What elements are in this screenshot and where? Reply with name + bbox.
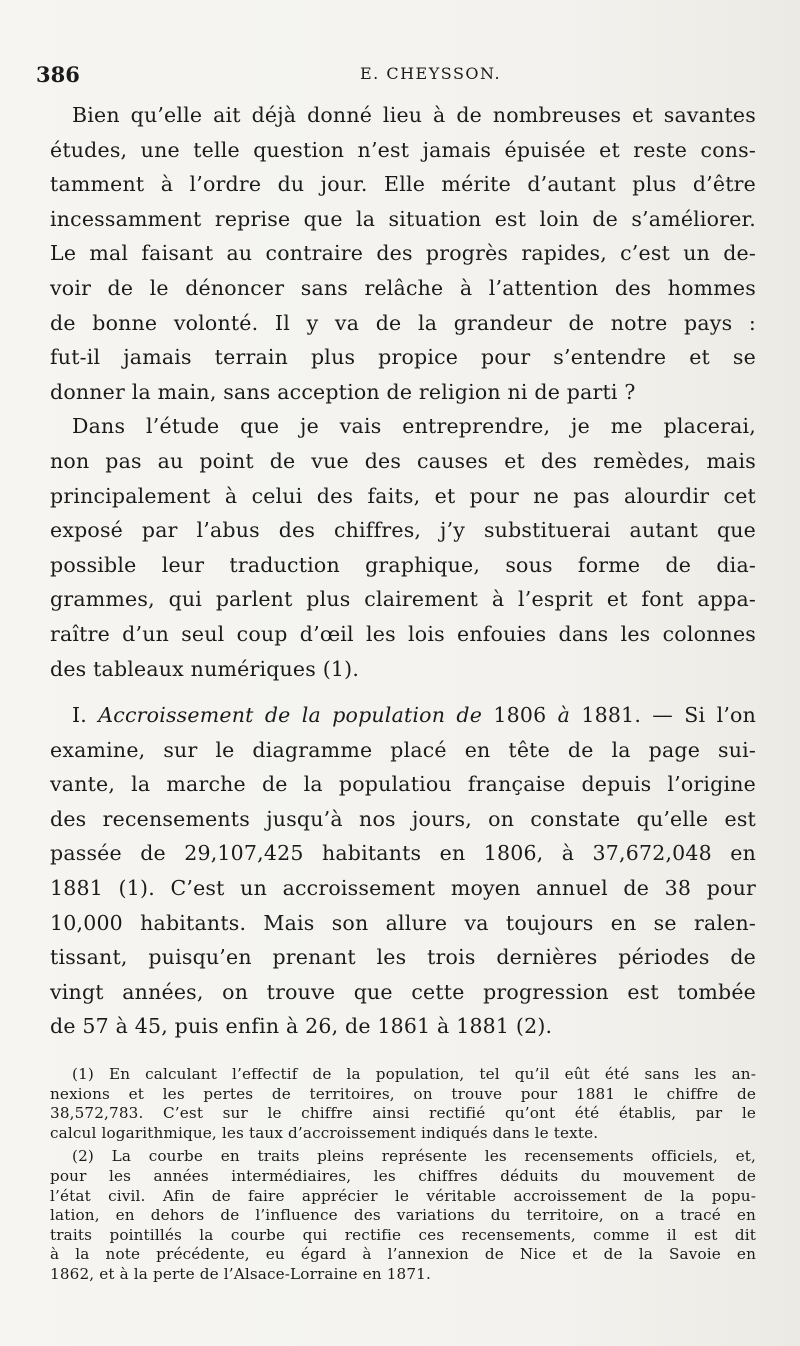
text-line: Dans l’étude que je vais entreprendre, je me placerai, xyxy=(72,414,756,439)
section-heading-rest: — Si l’on xyxy=(641,703,756,728)
section-title: Accroissement de la population de xyxy=(98,703,483,728)
page-number: 386 xyxy=(36,62,80,87)
text-line: 1881 (1). C’est un accroissement moyen annuel de 38 pour xyxy=(50,876,756,901)
footnote-1 xyxy=(50,1065,756,1143)
footnote-line: calcul logarithmique, les taux d’accroissement indiqués dans le texte. xyxy=(50,1123,599,1142)
text-line: raître d’un seul coup d’œil les lois enfouies dans les colonnes xyxy=(50,621,756,646)
text-line: des tableaux numériques (1). xyxy=(50,656,360,681)
text-line: non pas au point de vue des causes et des remèdes, mais xyxy=(50,448,756,473)
text-line: de bonne volonté. Il y va de la grandeur de notre pays : xyxy=(50,310,756,335)
text-line: possible leur traduction graphique, sous forme de dia- xyxy=(50,552,756,577)
section-heading-line xyxy=(50,698,756,733)
text-line: passée de 29,107,425 habitants en 1806, à 37,672,048 en xyxy=(50,841,756,866)
paragraph-intro xyxy=(50,98,756,409)
text-line: fut-il jamais terrain plus propice pour s’entendre et se xyxy=(50,345,756,370)
text-line: examine, sur le diagramme placé en tête de la page sui- xyxy=(50,737,756,762)
text-line: grammes, qui parlent plus clairement à l’esprit et font appa- xyxy=(50,587,756,612)
footnote-line: pour les années intermédiaires, les chiffres déduits du mouvement de xyxy=(50,1166,756,1185)
section-year-to: 1881. xyxy=(581,703,642,728)
section-year-from: 1806 xyxy=(493,703,547,728)
text-line: exposé par l’abus des chiffres, j’y substituerai autant que xyxy=(50,518,756,543)
footnote-line: (2) La courbe en traits pleins représente les recensements officiels, et, xyxy=(72,1147,756,1166)
text-line: de 57 à 45, puis enfin à 26, de 1861 à 1881 (2). xyxy=(50,1014,553,1039)
footnotes xyxy=(50,1065,756,1285)
section-connector: à xyxy=(557,703,571,728)
text-line: 10,000 habitants. Mais son allure va toujours en se ralen- xyxy=(50,910,756,935)
footnote-line: lation, en dehors de l’influence des variations du territoire, on a tracé en xyxy=(50,1206,756,1225)
footnote-line: (1) En calculant l’effectif de la population, tel qu’il eût été sans les an- xyxy=(72,1065,756,1083)
text-line: Bien qu’elle ait déjà donné lieu à de nombreuses et savantes xyxy=(72,103,756,127)
main-text xyxy=(50,98,756,1044)
text-line: études, une telle question n’est jamais épuisée et reste cons- xyxy=(50,137,756,162)
text-line: voir de le dénoncer sans relâche à l’attention des hommes xyxy=(50,275,756,300)
footnote-line: à la note précédente, eu égard à l’annexion de Nice et de la Savoie en xyxy=(50,1245,756,1264)
footnote-line: 38,572,783. C’est sur le chiffre ainsi rectifié qu’ont été établis, par le xyxy=(50,1104,756,1123)
text-line: incessamment reprise que la situation est loin de s’améliorer. xyxy=(50,206,756,231)
footnote-line: l’état civil. Afin de faire apprécier le véritable accroissement de la popu- xyxy=(50,1186,756,1205)
page-header xyxy=(36,62,756,92)
section-population xyxy=(50,698,756,1044)
running-head: E. CHEYSSON. xyxy=(360,64,502,83)
section-number: I. xyxy=(72,703,88,728)
footnote-line: nexions et les pertes de territoires, on trouve pour 1881 le chiffre de xyxy=(50,1084,756,1103)
text-line: vante, la marche de la populatiou française depuis l’origine xyxy=(50,772,756,797)
text-line: donner la main, sans acception de religion ni de parti ? xyxy=(50,379,636,404)
text-line: des recensements jusqu’à nos jours, on constate qu’elle est xyxy=(50,806,756,831)
text-line: tamment à l’ordre du jour. Elle mérite d’autant plus d’être xyxy=(50,172,756,197)
text-line: principalement à celui des faits, et pour ne pas alourdir cet xyxy=(50,483,756,508)
footnote-line: 1862, et à la perte de l’Alsace-Lorraine en 1871. xyxy=(50,1264,431,1283)
footnote-2 xyxy=(50,1147,756,1284)
text-line: vingt années, on trouve que cette progression est tombée xyxy=(50,979,756,1004)
text-line: Le mal faisant au contraire des progrès rapides, c’est un de- xyxy=(50,241,756,266)
footnote-line: traits pointillés la courbe qui rectifie ces recensements, comme il est dit xyxy=(50,1225,756,1244)
paragraph-method xyxy=(50,409,756,686)
text-line: tissant, puisqu’en prenant les trois dernières périodes de xyxy=(50,945,756,970)
